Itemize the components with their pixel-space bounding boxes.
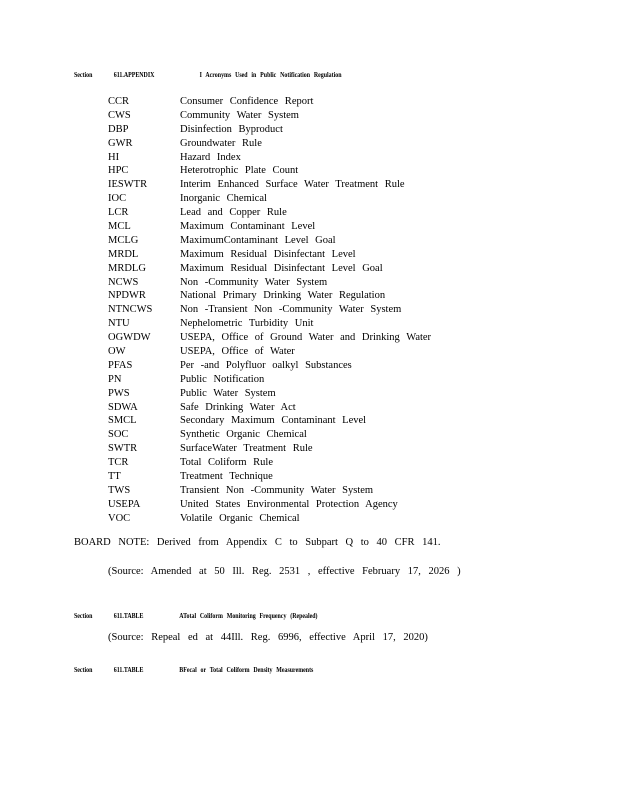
- heading-section-title: ATotal Coliform Monitoring Frequency (Repealed): [179, 611, 318, 620]
- acronym-definition: Synthetic Organic Chemical: [180, 429, 307, 441]
- acronym-row: [108, 151, 548, 165]
- acronym-abbreviation: TT: [108, 471, 121, 483]
- acronym-abbreviation: SWTR: [108, 443, 138, 455]
- acronym-row: [108, 498, 548, 512]
- acronym-definition: United States Environmental Protection Agency: [180, 498, 398, 510]
- acronym-row: [108, 442, 548, 456]
- acronym-row: [108, 484, 548, 498]
- acronym-row: [108, 95, 548, 109]
- acronym-abbreviation: CCR: [108, 96, 130, 107]
- heading-section-title: I Acronyms Used in Public Notification Regulation: [199, 70, 342, 79]
- acronym-definition: Public Notification: [180, 373, 265, 385]
- acronym-definition: Community Water System: [180, 109, 299, 121]
- acronym-row: [108, 428, 548, 442]
- source-note-amended: (Source: Amended at 50 Ill. Reg. 2531 , effective February 17, 2026 ): [108, 566, 461, 577]
- source-note-repealed: (Source: Repeal ed at 44Ill. Reg. 6996, effective April 17, 2020): [108, 632, 428, 643]
- acronym-row: [108, 192, 548, 206]
- heading-section-number: 611.APPENDIX: [113, 70, 155, 79]
- acronym-abbreviation: IOC: [108, 193, 127, 205]
- acronym-definition: Disinfection Byproduct: [180, 123, 283, 135]
- acronym-row: [108, 289, 548, 303]
- acronym-row: [108, 331, 548, 345]
- acronym-row: [108, 512, 548, 526]
- acronym-definition: Interim Enhanced Surface Water Treatment Rule: [180, 179, 405, 191]
- acronym-definition: Nephelometric Turbidity Unit: [180, 318, 314, 330]
- acronym-abbreviation: GWR: [108, 137, 133, 149]
- acronym-abbreviation: NPDWR: [108, 290, 146, 302]
- acronym-abbreviation: USEPA: [108, 498, 141, 510]
- acronym-definition: Non -Transient Non -Community Water System: [180, 304, 402, 316]
- acronym-abbreviation: HPC: [108, 165, 129, 177]
- acronym-definition: Maximum Residual Disinfectant Level: [180, 248, 356, 260]
- acronym-row: [108, 164, 548, 178]
- heading-section-title: BFecal or Total Coliform Density Measurements: [179, 665, 314, 674]
- acronym-abbreviation: SDWA: [108, 401, 138, 413]
- acronym-abbreviation: PWS: [108, 387, 130, 399]
- acronym-abbreviation: HI: [108, 151, 120, 163]
- acronym-definition: Total Coliform Rule: [180, 457, 274, 469]
- acronym-abbreviation: CWS: [108, 109, 131, 121]
- acronym-definition: USEPA, Office of Water: [180, 346, 295, 358]
- acronym-row: [108, 109, 548, 123]
- acronym-row: [108, 345, 548, 359]
- acronym-definition: Secondary Maximum Contaminant Level: [180, 415, 367, 427]
- acronym-definition: Maximum Residual Disinfectant Level Goal: [180, 262, 383, 274]
- acronym-definition: SurfaceWater Treatment Rule: [180, 443, 313, 455]
- heading-section-number: 611.TABLE: [113, 665, 144, 674]
- acronym-abbreviation: SOC: [108, 429, 129, 441]
- acronym-abbreviation: OW: [108, 346, 126, 358]
- acronym-row: [108, 220, 548, 234]
- acronym-row: [108, 456, 548, 470]
- acronym-row: [108, 248, 548, 262]
- acronym-abbreviation: SMCL: [108, 415, 137, 427]
- heading-section-label: Section: [74, 665, 93, 674]
- acronym-row: [108, 373, 548, 387]
- acronym-abbreviation: OGWDW: [108, 332, 151, 344]
- board-note: BOARD NOTE: Derived from Appendix C to Subpart Q to 40 CFR 141.: [74, 537, 441, 548]
- acronym-abbreviation: MRDLG: [108, 262, 146, 274]
- acronym-abbreviation: PFAS: [108, 359, 133, 371]
- acronym-definition: Consumer Confidence Report: [180, 96, 314, 107]
- acronym-definition: Safe Drinking Water Act: [180, 401, 296, 413]
- acronym-abbreviation: LCR: [108, 207, 129, 219]
- acronym-row: [108, 303, 548, 317]
- acronym-definition: Non -Community Water System: [180, 276, 328, 288]
- acronym-row: [108, 401, 548, 415]
- acronym-definition: Public Water System: [180, 387, 276, 399]
- acronym-row: [108, 262, 548, 276]
- acronym-row: [108, 123, 548, 137]
- acronym-definition: MaximumContaminant Level Goal: [180, 234, 336, 246]
- acronym-abbreviation: TCR: [108, 457, 129, 469]
- acronym-row: [108, 317, 548, 331]
- acronym-definition: Groundwater Rule: [180, 137, 262, 149]
- acronym-abbreviation: PN: [108, 373, 122, 385]
- acronym-row: [108, 137, 548, 151]
- acronym-row: [108, 387, 548, 401]
- acronym-definition: National Primary Drinking Water Regulation: [180, 290, 386, 302]
- heading-section-number: 611.TABLE: [113, 611, 144, 620]
- acronym-definition: Lead and Copper Rule: [180, 207, 287, 219]
- acronym-row: [108, 234, 548, 248]
- acronym-definition: Treatment Technique: [180, 471, 273, 483]
- acronym-row: [108, 359, 548, 373]
- acronym-definition: USEPA, Office of Ground Water and Drinking Water: [180, 332, 432, 344]
- heading-section-label: Section: [74, 611, 93, 620]
- acronym-list: [108, 95, 548, 526]
- acronym-abbreviation: NTU: [108, 318, 130, 330]
- acronym-definition: Hazard Index: [180, 151, 241, 163]
- acronym-abbreviation: DBP: [108, 123, 129, 135]
- acronym-definition: Maximum Contaminant Level: [180, 221, 316, 233]
- acronym-abbreviation: MRDL: [108, 248, 139, 260]
- acronym-abbreviation: IESWTR: [108, 179, 148, 191]
- acronym-abbreviation: NCWS: [108, 276, 139, 288]
- acronym-row: [108, 470, 548, 484]
- acronym-definition: Transient Non -Community Water System: [180, 484, 374, 496]
- acronym-definition: Per -and Polyfluor oalkyl Substances: [180, 359, 352, 371]
- acronym-abbreviation: NTNCWS: [108, 304, 153, 316]
- acronym-row: [108, 414, 548, 428]
- acronym-definition: Volatile Organic Chemical: [180, 512, 300, 524]
- acronym-definition: Inorganic Chemical: [180, 193, 267, 205]
- acronym-abbreviation: MCLG: [108, 234, 139, 246]
- acronym-row: [108, 276, 548, 290]
- acronym-abbreviation: VOC: [108, 512, 131, 524]
- acronym-abbreviation: TWS: [108, 484, 131, 496]
- acronym-abbreviation: MCL: [108, 221, 131, 233]
- acronym-row: [108, 206, 548, 220]
- heading-section-label: Section: [74, 70, 93, 79]
- acronym-definition: Heterotrophic Plate Count: [180, 165, 299, 177]
- acronym-row: [108, 178, 548, 192]
